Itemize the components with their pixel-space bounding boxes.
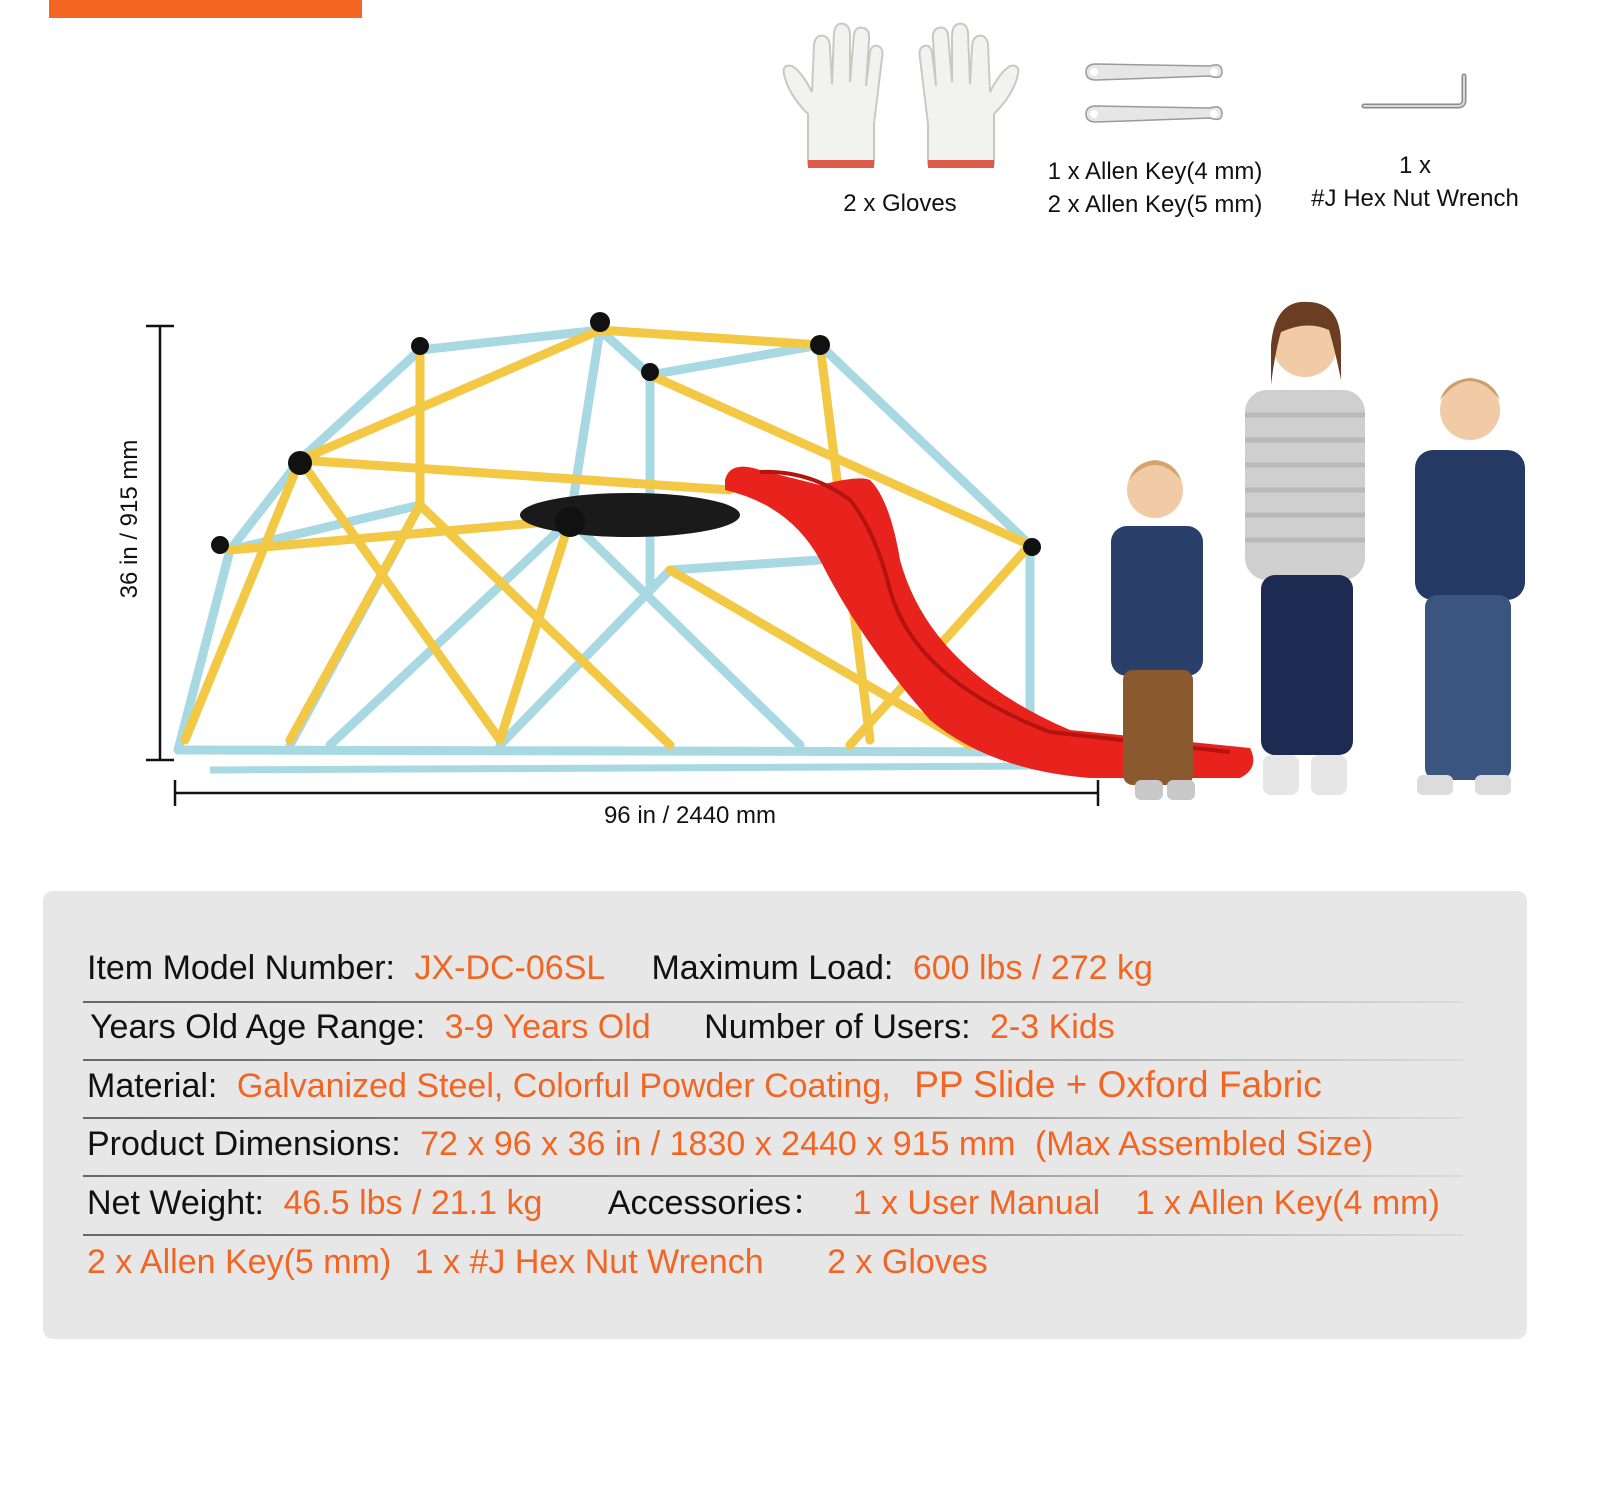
dimensions-value: 72 x 96 x 36 in / 1830 x 2440 x 915 mm (420, 1125, 1016, 1163)
specification-panel (43, 891, 1527, 1339)
material-value-2: PP Slide + Oxford Fabric (914, 1064, 1322, 1105)
width-dimension-label: 96 in / 2440 mm (603, 802, 777, 829)
accessory-item: 1 x #J Hex Nut Wrench (414, 1243, 764, 1281)
max-load-label: Maximum Load: (651, 949, 894, 987)
number-of-users-label: Number of Users: (704, 1008, 971, 1046)
spec-row-weight-accessories (87, 1178, 1440, 1228)
max-load-value: 600 lbs / 272 kg (912, 949, 1153, 987)
gloves-label: 2 x Gloves (843, 190, 957, 217)
allen-key-label-line2: 2 x Allen Key(5 mm) (1047, 191, 1263, 218)
row-separator (83, 1175, 1463, 1177)
net-weight-label: Net Weight: (87, 1184, 265, 1222)
spec-row-accessories-cont (87, 1237, 988, 1287)
age-range-value: 3-9 Years Old (444, 1008, 651, 1046)
material-value: Galvanized Steel, Colorful Powder Coating, (236, 1067, 891, 1105)
spec-row-material (87, 1060, 1322, 1110)
accessory-item: 2 x Allen Key(5 mm) (87, 1243, 392, 1281)
spec-row-model-load (87, 943, 1153, 993)
spec-row-age-users (90, 1002, 1115, 1052)
wrench-label-line1: 1 x (1398, 152, 1431, 179)
accessory-item: 2 x Gloves (827, 1243, 988, 1281)
spec-row-dimensions (87, 1119, 1373, 1169)
brand-accent-bar (49, 0, 362, 18)
net-weight-value: 46.5 lbs / 21.1 kg (283, 1184, 543, 1222)
accessory-item: 1 x User Manual (852, 1184, 1101, 1222)
age-range-label: Years Old Age Range: (90, 1008, 426, 1046)
children-scale-illustration (1095, 290, 1545, 810)
number-of-users-value: 2-3 Kids (990, 1008, 1115, 1046)
height-dimension-label: 36 in / 915 mm (116, 439, 143, 599)
accessories-label: Accessories： (607, 1184, 826, 1222)
row-separator (83, 1234, 1463, 1236)
dimensions-note: (Max Assembled Size) (1034, 1125, 1374, 1163)
gloves-icon (778, 14, 1030, 174)
accessory-item: 1 x Allen Key(4 mm) (1135, 1184, 1440, 1222)
model-number-value: JX-DC-06SL (414, 949, 605, 987)
material-label: Material: (87, 1067, 218, 1105)
allen-key-label-line1: 1 x Allen Key(4 mm) (1047, 158, 1263, 185)
dimensions-label: Product Dimensions: (87, 1125, 401, 1163)
wrench-label-line2: #J Hex Nut Wrench (1311, 185, 1519, 212)
model-number-label: Item Model Number: (87, 949, 395, 987)
allen-key-icon (1082, 50, 1226, 130)
hex-nut-wrench-icon (1360, 70, 1470, 116)
